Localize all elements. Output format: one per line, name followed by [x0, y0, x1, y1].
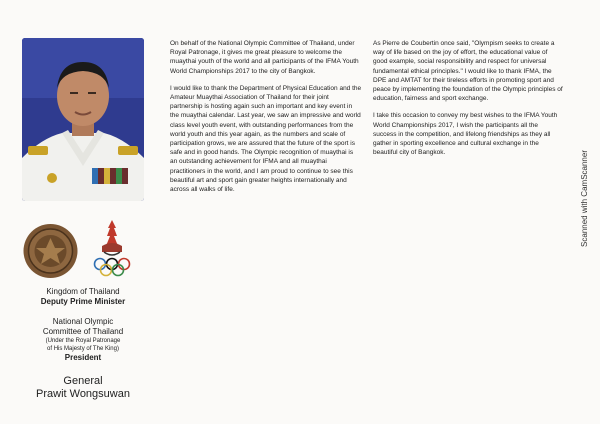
letter-right-column	[373, 39, 563, 165]
signature-title-block	[18, 287, 148, 307]
letter-paragraph: On behalf of the National Olympic Committee of Thailand, under Royal Patronage, it gives me great pleasure to welcome the muaythai youth of the world and all participants of the IFMA Youth World Championships 2017 to the city of Bangkok.	[170, 40, 359, 75]
letter-paragraph: I would like to thank the Department of Physical Education and the Amateur Muaythai Association of Thailand for their joint partnership is hosting again such an important and key event in the muaythai calendar. Last year, we saw an impressive and world class level youth event, with outstanding performances from the world youth and this year again, as the numbers and scale of participation grows, we are assured that the future of the sport is safe and in good hands. The Olympic recognition of muaythai is an outstanding achievement for IFMA and all muaythai practitioners in the world, and I am proud to continue to see this beautiful art and sport gain greater heights internationally and across all walks of life.	[170, 84, 362, 194]
signature-line-6: of His Majesty of The King)	[47, 346, 119, 352]
signature-committee-block	[18, 317, 148, 363]
signature-line-4: Committee of Thailand	[42, 327, 124, 336]
signatory-name: Prawit Wongsuwan	[36, 388, 130, 400]
signature-line-3: National Olympic	[52, 317, 114, 326]
olympic-committee-emblem-icon	[90, 218, 134, 280]
letter-paragraph: I take this occasion to convey my best wishes to the IFMA Youth World Championships 2017, I wish the participants all the success in the competition, and lifelong friendships as they all gather in sporting excellence and cultural exchange in the beautiful city of Bangkok.	[373, 112, 558, 157]
signature-line-7: President	[64, 353, 102, 362]
signature-line-5: (Under the Royal Patronage	[45, 338, 121, 344]
scanner-watermark: Scanned with CamScanner	[580, 150, 589, 247]
signature-line-2: Deputy Prime Minister	[40, 297, 126, 306]
government-seal-icon	[22, 222, 79, 280]
letter-left-column	[170, 39, 362, 202]
signatory-rank: General	[63, 375, 103, 387]
signature-line-1: Kingdom of Thailand	[46, 287, 120, 296]
portrait-photo	[22, 38, 144, 201]
signatory-name-block	[18, 375, 148, 401]
letter-paragraph: As Pierre de Coubertin once said, "Olympism seeks to create a way of life based on the joy of effort, the educational value of good example, social responsibility and respect for universal fundamental ethical principles." I would like to thank IFMA, the DPE and AMTAT for their tireless efforts in promoting sport and peace by implementing the foundation of the Olympic principles of education, fairness and sport exchange.	[373, 40, 563, 103]
